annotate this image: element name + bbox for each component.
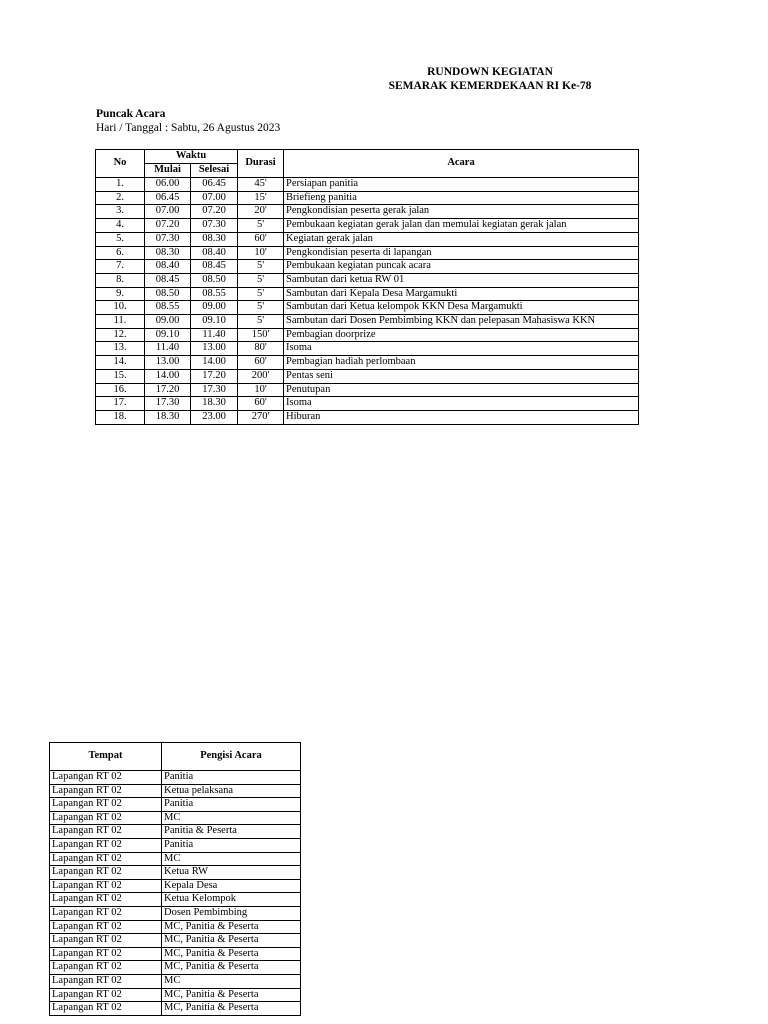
table-row <box>50 879 301 893</box>
table-row <box>96 328 639 342</box>
cell-durasi: 60' <box>238 232 284 246</box>
cell-pengisi-acara: MC, Panitia & Peserta <box>162 961 301 975</box>
cell-durasi: 200' <box>238 369 284 383</box>
cell-selesai: 06.45 <box>191 178 238 192</box>
table-row <box>50 811 301 825</box>
cell-pengisi-acara: MC, Panitia & Peserta <box>162 988 301 1002</box>
cell-mulai: 08.30 <box>145 246 191 260</box>
cell-pengisi-acara: Panitia <box>162 838 301 852</box>
cell-acara: Isoma <box>284 397 639 411</box>
cell-acara: Pembagian hadiah perlombaan <box>284 356 639 370</box>
cell-durasi: 5' <box>238 273 284 287</box>
cell-durasi: 60' <box>238 397 284 411</box>
table-row <box>50 906 301 920</box>
table-row <box>96 315 639 329</box>
cell-pengisi-acara: Ketua pelaksana <box>162 784 301 798</box>
table-row <box>96 232 639 246</box>
cell-tempat: Lapangan RT 02 <box>50 920 162 934</box>
cell-selesai: 07.20 <box>191 205 238 219</box>
cell-no: 1. <box>96 178 145 192</box>
cell-selesai: 08.55 <box>191 287 238 301</box>
cell-tempat: Lapangan RT 02 <box>50 784 162 798</box>
cell-acara: Persiapan panitia <box>284 178 639 192</box>
cell-selesai: 08.45 <box>191 260 238 274</box>
cell-no: 14. <box>96 356 145 370</box>
header-mulai: Mulai <box>145 164 191 178</box>
cell-selesai: 23.00 <box>191 410 238 424</box>
cell-pengisi-acara: MC, Panitia & Peserta <box>162 920 301 934</box>
table-row <box>96 301 639 315</box>
document-title: RUNDOWN KEGIATAN <box>427 66 553 78</box>
cell-tempat: Lapangan RT 02 <box>50 811 162 825</box>
header-durasi: Durasi <box>238 150 284 178</box>
cell-tempat: Lapangan RT 02 <box>50 974 162 988</box>
cell-selesai: 09.10 <box>191 315 238 329</box>
cell-no: 16. <box>96 383 145 397</box>
cell-durasi: 5' <box>238 315 284 329</box>
cell-durasi: 5' <box>238 219 284 233</box>
cell-selesai: 14.00 <box>191 356 238 370</box>
cell-tempat: Lapangan RT 02 <box>50 798 162 812</box>
cell-pengisi-acara: MC <box>162 811 301 825</box>
header-no: No <box>96 150 145 178</box>
header-tempat: Tempat <box>50 743 162 771</box>
cell-pengisi-acara: MC <box>162 974 301 988</box>
cell-durasi: 5' <box>238 301 284 315</box>
cell-tempat: Lapangan RT 02 <box>50 934 162 948</box>
cell-mulai: 09.00 <box>145 315 191 329</box>
cell-tempat: Lapangan RT 02 <box>50 866 162 880</box>
cell-tempat: Lapangan RT 02 <box>50 838 162 852</box>
cell-no: 8. <box>96 273 145 287</box>
cell-pengisi-acara: Ketua Kelompok <box>162 893 301 907</box>
table-row <box>96 246 639 260</box>
table-row <box>50 988 301 1002</box>
cell-durasi: 80' <box>238 342 284 356</box>
cell-selesai: 07.30 <box>191 219 238 233</box>
cell-acara: Kegiatan gerak jalan <box>284 232 639 246</box>
cell-no: 2. <box>96 191 145 205</box>
cell-tempat: Lapangan RT 02 <box>50 852 162 866</box>
cell-durasi: 150' <box>238 328 284 342</box>
cell-selesai: 11.40 <box>191 328 238 342</box>
cell-pengisi-acara: MC, Panitia & Peserta <box>162 947 301 961</box>
cell-pengisi-acara: Panitia & Peserta <box>162 825 301 839</box>
cell-no: 4. <box>96 219 145 233</box>
cell-selesai: 17.20 <box>191 369 238 383</box>
cell-mulai: 07.00 <box>145 205 191 219</box>
cell-pengisi-acara: Ketua RW <box>162 866 301 880</box>
cell-no: 3. <box>96 205 145 219</box>
cell-tempat: Lapangan RT 02 <box>50 1002 162 1016</box>
cell-pengisi-acara: Panitia <box>162 798 301 812</box>
table-row <box>96 273 639 287</box>
table-row <box>50 893 301 907</box>
cell-acara: Pentas seni <box>284 369 639 383</box>
cell-tempat: Lapangan RT 02 <box>50 961 162 975</box>
cell-durasi: 5' <box>238 260 284 274</box>
cell-durasi: 45' <box>238 178 284 192</box>
cell-selesai: 13.00 <box>191 342 238 356</box>
cell-acara: Briefieng panitia <box>284 191 639 205</box>
cell-mulai: 17.30 <box>145 397 191 411</box>
cell-acara: Pembukaan kegiatan gerak jalan dan memulai kegiatan gerak jalan <box>284 219 639 233</box>
document-subtitle: SEMARAK KEMERDEKAAN RI Ke-78 <box>388 80 592 92</box>
cell-pengisi-acara: MC, Panitia & Peserta <box>162 1002 301 1016</box>
table-row <box>50 934 301 948</box>
table-row <box>96 287 639 301</box>
cell-pengisi-acara: Panitia <box>162 771 301 785</box>
cell-pengisi-acara: MC, Panitia & Peserta <box>162 934 301 948</box>
table-row <box>50 798 301 812</box>
cell-mulai: 13.00 <box>145 356 191 370</box>
cell-tempat: Lapangan RT 02 <box>50 988 162 1002</box>
table-row <box>50 838 301 852</box>
table-row <box>96 356 639 370</box>
cell-durasi: 15' <box>238 191 284 205</box>
table-row <box>96 178 639 192</box>
header-pengisi-acara: Pengisi Acara <box>162 743 301 771</box>
cell-acara: Pengkondisian peserta gerak jalan <box>284 205 639 219</box>
cell-acara: Pembukaan kegiatan puncak acara <box>284 260 639 274</box>
cell-tempat: Lapangan RT 02 <box>50 771 162 785</box>
cell-tempat: Lapangan RT 02 <box>50 879 162 893</box>
table-row <box>96 219 639 233</box>
cell-no: 13. <box>96 342 145 356</box>
cell-tempat: Lapangan RT 02 <box>50 947 162 961</box>
section-title: Puncak Acara <box>96 108 166 120</box>
cell-tempat: Lapangan RT 02 <box>50 906 162 920</box>
cell-acara: Penutupan <box>284 383 639 397</box>
cell-selesai: 09.00 <box>191 301 238 315</box>
cell-acara: Pembagian doorprize <box>284 328 639 342</box>
table-row <box>96 397 639 411</box>
cell-durasi: 5' <box>238 287 284 301</box>
cell-durasi: 20' <box>238 205 284 219</box>
cell-no: 5. <box>96 232 145 246</box>
cell-acara: Sambutan dari ketua RW 01 <box>284 273 639 287</box>
table-row <box>50 784 301 798</box>
table-row <box>50 852 301 866</box>
cell-acara: Sambutan dari Ketua kelompok KKN Desa Margamukti <box>284 301 639 315</box>
cell-mulai: 08.50 <box>145 287 191 301</box>
cell-pengisi-acara: Kepala Desa <box>162 879 301 893</box>
cell-mulai: 06.45 <box>145 191 191 205</box>
header-waktu: Waktu <box>145 150 238 164</box>
cell-mulai: 08.55 <box>145 301 191 315</box>
cell-selesai: 07.00 <box>191 191 238 205</box>
cell-durasi: 60' <box>238 356 284 370</box>
cell-selesai: 18.30 <box>191 397 238 411</box>
cell-no: 12. <box>96 328 145 342</box>
cell-pengisi-acara: Dosen Pembimbing <box>162 906 301 920</box>
header-selesai: Selesai <box>191 164 238 178</box>
cell-no: 6. <box>96 246 145 260</box>
cell-mulai: 14.00 <box>145 369 191 383</box>
cell-mulai: 08.40 <box>145 260 191 274</box>
cell-mulai: 18.30 <box>145 410 191 424</box>
table-row <box>50 866 301 880</box>
cell-mulai: 07.30 <box>145 232 191 246</box>
cell-mulai: 17.20 <box>145 383 191 397</box>
cell-mulai: 08.45 <box>145 273 191 287</box>
table-row <box>96 410 639 424</box>
cell-no: 10. <box>96 301 145 315</box>
cell-acara: Sambutan dari Dosen Pembimbing KKN dan pelepasan Mahasiswa KKN <box>284 315 639 329</box>
table-row <box>50 974 301 988</box>
date-line: Hari / Tanggal : Sabtu, 26 Agustus 2023 <box>96 122 281 134</box>
table-row <box>50 771 301 785</box>
table-row <box>96 369 639 383</box>
cell-durasi: 10' <box>238 246 284 260</box>
table-row <box>50 920 301 934</box>
cell-acara: Hiburan <box>284 410 639 424</box>
cell-pengisi-acara: MC <box>162 852 301 866</box>
cell-tempat: Lapangan RT 02 <box>50 893 162 907</box>
cell-selesai: 08.50 <box>191 273 238 287</box>
rundown-table <box>95 149 639 425</box>
table-row <box>50 947 301 961</box>
table-row <box>96 205 639 219</box>
cell-selesai: 08.40 <box>191 246 238 260</box>
cell-mulai: 11.40 <box>145 342 191 356</box>
cell-no: 15. <box>96 369 145 383</box>
cell-acara: Isoma <box>284 342 639 356</box>
cell-mulai: 06.00 <box>145 178 191 192</box>
cell-tempat: Lapangan RT 02 <box>50 825 162 839</box>
cell-mulai: 07.20 <box>145 219 191 233</box>
table-row <box>96 260 639 274</box>
cell-no: 18. <box>96 410 145 424</box>
cell-no: 17. <box>96 397 145 411</box>
cell-acara: Sambutan dari Kepala Desa Margamukti <box>284 287 639 301</box>
cell-no: 7. <box>96 260 145 274</box>
cell-selesai: 17.30 <box>191 383 238 397</box>
venue-table-body <box>50 771 301 1016</box>
rundown-table-body <box>96 178 639 425</box>
cell-mulai: 09.10 <box>145 328 191 342</box>
venue-table <box>49 742 301 1016</box>
cell-no: 9. <box>96 287 145 301</box>
table-row <box>96 342 639 356</box>
table-row <box>50 961 301 975</box>
cell-acara: Pengkondisian peserta di lapangan <box>284 246 639 260</box>
cell-no: 11. <box>96 315 145 329</box>
cell-durasi: 10' <box>238 383 284 397</box>
table-row <box>96 383 639 397</box>
table-row <box>96 191 639 205</box>
table-row <box>50 825 301 839</box>
cell-selesai: 08.30 <box>191 232 238 246</box>
cell-durasi: 270' <box>238 410 284 424</box>
header-acara: Acara <box>284 150 639 178</box>
table-row <box>50 1002 301 1016</box>
